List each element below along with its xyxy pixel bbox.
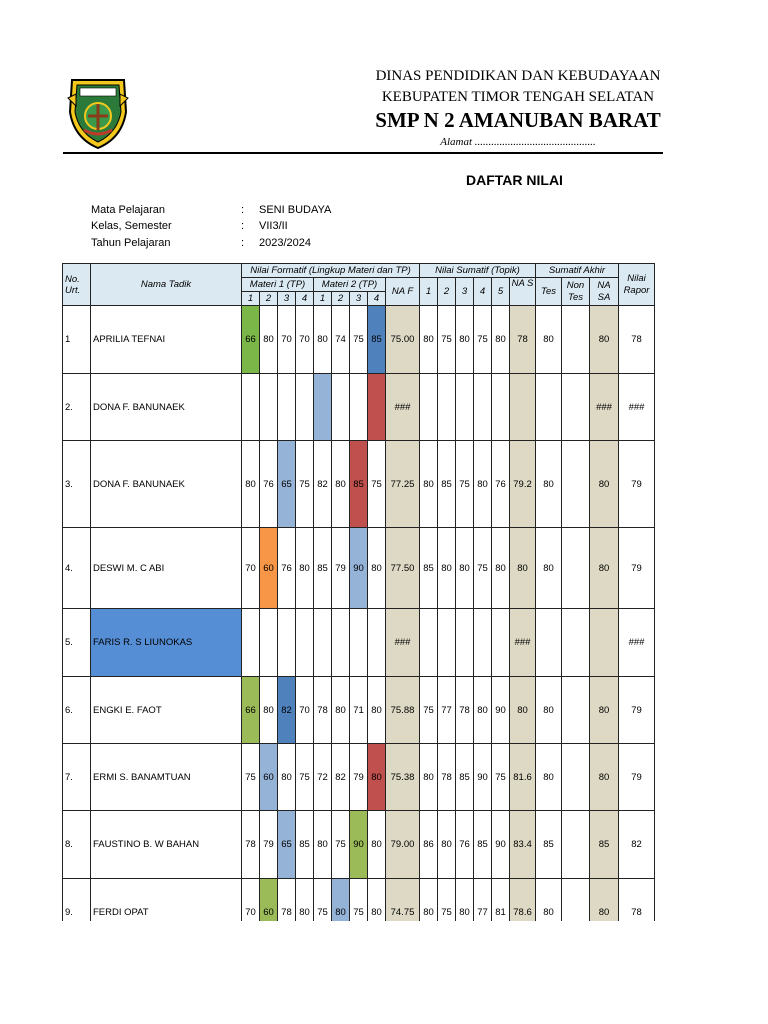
cell-na-f: 74.75 (386, 879, 420, 922)
cell-sumatif: 86 (420, 811, 438, 879)
cell-na-sa: 85 (590, 811, 619, 879)
cell-formatif: 90 (350, 811, 368, 879)
cell-na-s: 79.2 (510, 441, 536, 528)
cell-formatif: 90 (350, 528, 368, 609)
cell-sumatif (420, 609, 438, 677)
cell-formatif: 85 (314, 528, 332, 609)
cell-formatif: 70 (296, 677, 314, 744)
header-na-f: NA F (386, 278, 420, 306)
cell-sumatif: 90 (492, 811, 510, 879)
cell-sumatif (438, 609, 456, 677)
cell-na-sa: 80 (590, 306, 619, 374)
header-rapor: Nilai Rapor (619, 264, 655, 306)
cell-formatif: 71 (350, 677, 368, 744)
table-row (63, 811, 655, 879)
cell-formatif: 80 (260, 677, 278, 744)
cell-rapor: 79 (619, 744, 655, 811)
cell-tes: 80 (536, 879, 562, 922)
cell-no: 2. (63, 374, 91, 441)
cell-formatif: 80 (368, 528, 386, 609)
cell-formatif (368, 609, 386, 677)
cell-na-s (510, 374, 536, 441)
header-tp-3: 3 (278, 292, 296, 306)
cell-sumatif: 90 (492, 677, 510, 744)
page-title: DAFTAR NILAI (466, 172, 563, 188)
header-topik-4: 4 (474, 278, 492, 306)
table-row (63, 744, 655, 811)
school-address: Alamat ............................................ (440, 136, 596, 148)
cell-formatif: 78 (314, 677, 332, 744)
cell-name: DONA F. BANUNAEK (91, 441, 242, 528)
cell-formatif: 60 (260, 744, 278, 811)
cell-tes: 80 (536, 528, 562, 609)
cell-rapor: ### (619, 609, 655, 677)
cell-na-s: 80 (510, 677, 536, 744)
cell-formatif: 75 (296, 744, 314, 811)
cell-formatif (278, 374, 296, 441)
info-label: Kelas, Semester (91, 220, 172, 232)
cell-formatif: 79 (350, 744, 368, 811)
cell-non-tes (562, 528, 590, 609)
cell-sumatif (438, 374, 456, 441)
info-value: 2023/2024 (259, 237, 311, 249)
cell-non-tes (562, 374, 590, 441)
info-label: Mata Pelajaran (91, 204, 165, 216)
cell-name: DESWI M. C ABI (91, 528, 242, 609)
header-topik-2: 2 (438, 278, 456, 306)
cell-tes: 80 (536, 677, 562, 744)
cell-sumatif: 80 (474, 677, 492, 744)
cell-non-tes (562, 306, 590, 374)
cell-sumatif: 85 (420, 528, 438, 609)
cell-formatif: 76 (278, 528, 296, 609)
cell-rapor: 79 (619, 528, 655, 609)
cell-formatif: 70 (296, 306, 314, 374)
cell-sumatif: 75 (474, 528, 492, 609)
cell-na-sa: 80 (590, 528, 619, 609)
cell-na-f: 75.38 (386, 744, 420, 811)
cell-sumatif: 77 (438, 677, 456, 744)
cell-no: 6. (63, 677, 91, 744)
cell-sumatif (420, 374, 438, 441)
header-name: Nama Tadik (91, 264, 242, 306)
cell-name: ENGKI E. FAOT (91, 677, 242, 744)
cell-sumatif: 85 (474, 811, 492, 879)
cell-sumatif: 85 (456, 744, 474, 811)
grades-table-viewport (62, 263, 662, 921)
header-na-sa: NA SA (590, 278, 619, 306)
cell-name: APRILIA TEFNAI (91, 306, 242, 374)
cell-formatif (260, 374, 278, 441)
cell-sumatif: 80 (420, 441, 438, 528)
cell-formatif (350, 374, 368, 441)
cell-sumatif: 80 (492, 306, 510, 374)
cell-sumatif: 76 (456, 811, 474, 879)
cell-sumatif (474, 374, 492, 441)
cell-formatif: 80 (278, 744, 296, 811)
header-materi-1: Materi 1 (TP) (242, 278, 314, 292)
cell-na-f: ### (386, 609, 420, 677)
school-emblem-logo (66, 72, 130, 150)
info-sep: : (241, 220, 245, 232)
cell-tes (536, 609, 562, 677)
cell-formatif: 80 (368, 677, 386, 744)
cell-formatif: 75 (314, 879, 332, 922)
table-row (63, 528, 655, 609)
cell-non-tes (562, 677, 590, 744)
cell-formatif: 75 (296, 441, 314, 528)
cell-formatif: 80 (242, 441, 260, 528)
cell-formatif (296, 374, 314, 441)
cell-sumatif: 80 (492, 528, 510, 609)
cell-no: 7. (63, 744, 91, 811)
cell-rapor: ### (619, 374, 655, 441)
cell-na-f: 79.00 (386, 811, 420, 879)
cell-no: 5. (63, 609, 91, 677)
cell-formatif: 75 (368, 441, 386, 528)
cell-sumatif (456, 374, 474, 441)
info-sep: : (241, 204, 245, 216)
cell-formatif: 75 (332, 811, 350, 879)
cell-na-s: 81.6 (510, 744, 536, 811)
cell-formatif: 82 (314, 441, 332, 528)
cell-sumatif: 76 (492, 441, 510, 528)
cell-na-s: 83.4 (510, 811, 536, 879)
table-row (63, 677, 655, 744)
cell-rapor: 82 (619, 811, 655, 879)
cell-no: 4. (63, 528, 91, 609)
cell-name: FARIS R. S LIUNOKAS (91, 609, 242, 677)
cell-formatif (314, 609, 332, 677)
cell-na-sa: 80 (590, 677, 619, 744)
cell-formatif: 80 (368, 879, 386, 922)
header-tp-1: 1 (314, 292, 332, 306)
cell-formatif: 70 (278, 306, 296, 374)
cell-sumatif: 75 (420, 677, 438, 744)
cell-na-f: 75.88 (386, 677, 420, 744)
cell-formatif (242, 609, 260, 677)
cell-formatif: 80 (314, 811, 332, 879)
cell-formatif: 65 (278, 441, 296, 528)
header-topik-1: 1 (420, 278, 438, 306)
cell-formatif: 75 (242, 744, 260, 811)
agency-name: DINAS PENDIDIKAN DAN KEBUDAYAAN (375, 68, 661, 84)
cell-formatif: 79 (260, 811, 278, 879)
header-tp-2: 2 (260, 292, 278, 306)
cell-tes (536, 374, 562, 441)
table-row (63, 374, 655, 441)
cell-name: FAUSTINO B. W BAHAN (91, 811, 242, 879)
cell-formatif: 80 (296, 528, 314, 609)
table-row (63, 609, 655, 677)
cell-sumatif: 80 (456, 879, 474, 922)
header-tp-4: 4 (368, 292, 386, 306)
cell-formatif: 80 (368, 744, 386, 811)
cell-formatif: 74 (332, 306, 350, 374)
header-no: No. Urt. (63, 264, 91, 306)
cell-sumatif: 80 (438, 811, 456, 879)
cell-rapor: 78 (619, 879, 655, 922)
cell-formatif: 82 (332, 744, 350, 811)
cell-formatif (350, 609, 368, 677)
cell-sumatif: 80 (456, 306, 474, 374)
cell-sumatif: 75 (474, 306, 492, 374)
cell-sumatif: 80 (420, 744, 438, 811)
header-sumatif-akhir: Sumatif Akhir (536, 264, 619, 278)
cell-no: 3. (63, 441, 91, 528)
cell-sumatif: 80 (456, 528, 474, 609)
cell-formatif: 80 (332, 677, 350, 744)
cell-no: 8. (63, 811, 91, 879)
cell-formatif (314, 374, 332, 441)
header-formatif: Nilai Formatif (Lingkup Materi dan TP) (242, 264, 420, 278)
cell-sumatif: 80 (420, 879, 438, 922)
cell-formatif: 82 (278, 677, 296, 744)
cell-formatif: 80 (260, 306, 278, 374)
header-tes: Tes (536, 278, 562, 306)
cell-formatif: 79 (332, 528, 350, 609)
cell-formatif: 60 (260, 879, 278, 922)
cell-formatif: 78 (242, 811, 260, 879)
cell-rapor: 78 (619, 306, 655, 374)
cell-sumatif: 78 (456, 677, 474, 744)
cell-no: 1 (63, 306, 91, 374)
cell-non-tes (562, 879, 590, 922)
header-na-s: NA S (510, 278, 536, 306)
header-divider (63, 152, 663, 154)
cell-sumatif: 80 (420, 306, 438, 374)
cell-formatif: 80 (314, 306, 332, 374)
cell-non-tes (562, 744, 590, 811)
cell-formatif: 76 (260, 441, 278, 528)
cell-formatif: 78 (278, 879, 296, 922)
header-topik-5: 5 (492, 278, 510, 306)
cell-na-s: 78.6 (510, 879, 536, 922)
cell-formatif (332, 374, 350, 441)
cell-formatif: 80 (332, 441, 350, 528)
cell-sumatif: 80 (438, 528, 456, 609)
cell-na-f: 77.25 (386, 441, 420, 528)
cell-sumatif: 75 (492, 744, 510, 811)
cell-formatif: 85 (350, 441, 368, 528)
cell-sumatif (492, 609, 510, 677)
cell-sumatif: 75 (456, 441, 474, 528)
cell-na-s: ### (510, 609, 536, 677)
header-topik-3: 3 (456, 278, 474, 306)
cell-name: FERDI OPAT (91, 879, 242, 922)
cell-name: ERMI S. BANAMTUAN (91, 744, 242, 811)
cell-sumatif: 90 (474, 744, 492, 811)
cell-formatif: 75 (350, 879, 368, 922)
cell-tes: 80 (536, 306, 562, 374)
cell-non-tes (562, 811, 590, 879)
cell-sumatif (474, 609, 492, 677)
cell-tes: 80 (536, 441, 562, 528)
table-row (63, 879, 655, 922)
info-label: Tahun Pelajaran (91, 237, 171, 249)
table-row (63, 441, 655, 528)
header-tp-3: 3 (350, 292, 368, 306)
cell-sumatif: 85 (438, 441, 456, 528)
cell-na-sa: 80 (590, 879, 619, 922)
cell-sumatif (492, 374, 510, 441)
cell-na-sa: 80 (590, 744, 619, 811)
cell-formatif: 70 (242, 528, 260, 609)
cell-sumatif: 77 (474, 879, 492, 922)
cell-sumatif: 75 (438, 306, 456, 374)
cell-formatif (332, 609, 350, 677)
table-row (63, 306, 655, 374)
cell-sumatif: 80 (474, 441, 492, 528)
cell-na-f: ### (386, 374, 420, 441)
header-tp-4: 4 (296, 292, 314, 306)
cell-tes: 85 (536, 811, 562, 879)
header-non-tes: Non Tes (562, 278, 590, 306)
info-sep: : (241, 237, 245, 249)
cell-formatif: 66 (242, 306, 260, 374)
cell-no: 9. (63, 879, 91, 922)
cell-na-s: 78 (510, 306, 536, 374)
school-name: SMP N 2 AMANUBAN BARAT (375, 108, 661, 132)
cell-rapor: 79 (619, 441, 655, 528)
cell-formatif: 80 (332, 879, 350, 922)
cell-formatif: 72 (314, 744, 332, 811)
cell-formatif (278, 609, 296, 677)
cell-sumatif: 78 (438, 744, 456, 811)
info-value: VII3/II (259, 220, 288, 232)
cell-na-sa (590, 609, 619, 677)
regency-name: KEBUPATEN TIMOR TENGAH SELATAN (381, 89, 655, 105)
cell-formatif (260, 609, 278, 677)
header-tp-2: 2 (332, 292, 350, 306)
cell-formatif: 85 (296, 811, 314, 879)
info-value: SENI BUDAYA (259, 204, 332, 216)
cell-name: DONA F. BANUNAEK (91, 374, 242, 441)
cell-na-f: 77.50 (386, 528, 420, 609)
cell-na-s: 80 (510, 528, 536, 609)
cell-formatif: 85 (368, 306, 386, 374)
cell-non-tes (562, 609, 590, 677)
cell-sumatif: 75 (438, 879, 456, 922)
cell-formatif: 66 (242, 677, 260, 744)
cell-na-f: 75.00 (386, 306, 420, 374)
header-sumatif: Nilai Sumatif (Topik) (420, 264, 536, 278)
cell-formatif: 75 (350, 306, 368, 374)
cell-rapor: 79 (619, 677, 655, 744)
cell-formatif: 80 (296, 879, 314, 922)
cell-sumatif (456, 609, 474, 677)
header-materi-2: Materi 2 (TP) (314, 278, 386, 292)
cell-formatif: 70 (242, 879, 260, 922)
header-tp-1: 1 (242, 292, 260, 306)
cell-na-sa: ### (590, 374, 619, 441)
cell-formatif: 65 (278, 811, 296, 879)
cell-formatif: 80 (368, 811, 386, 879)
cell-formatif (296, 609, 314, 677)
cell-formatif (368, 374, 386, 441)
cell-sumatif: 81 (492, 879, 510, 922)
cell-non-tes (562, 441, 590, 528)
cell-formatif: 60 (260, 528, 278, 609)
grades-table (62, 263, 655, 921)
cell-na-sa: 80 (590, 441, 619, 528)
cell-tes: 80 (536, 744, 562, 811)
cell-formatif (242, 374, 260, 441)
